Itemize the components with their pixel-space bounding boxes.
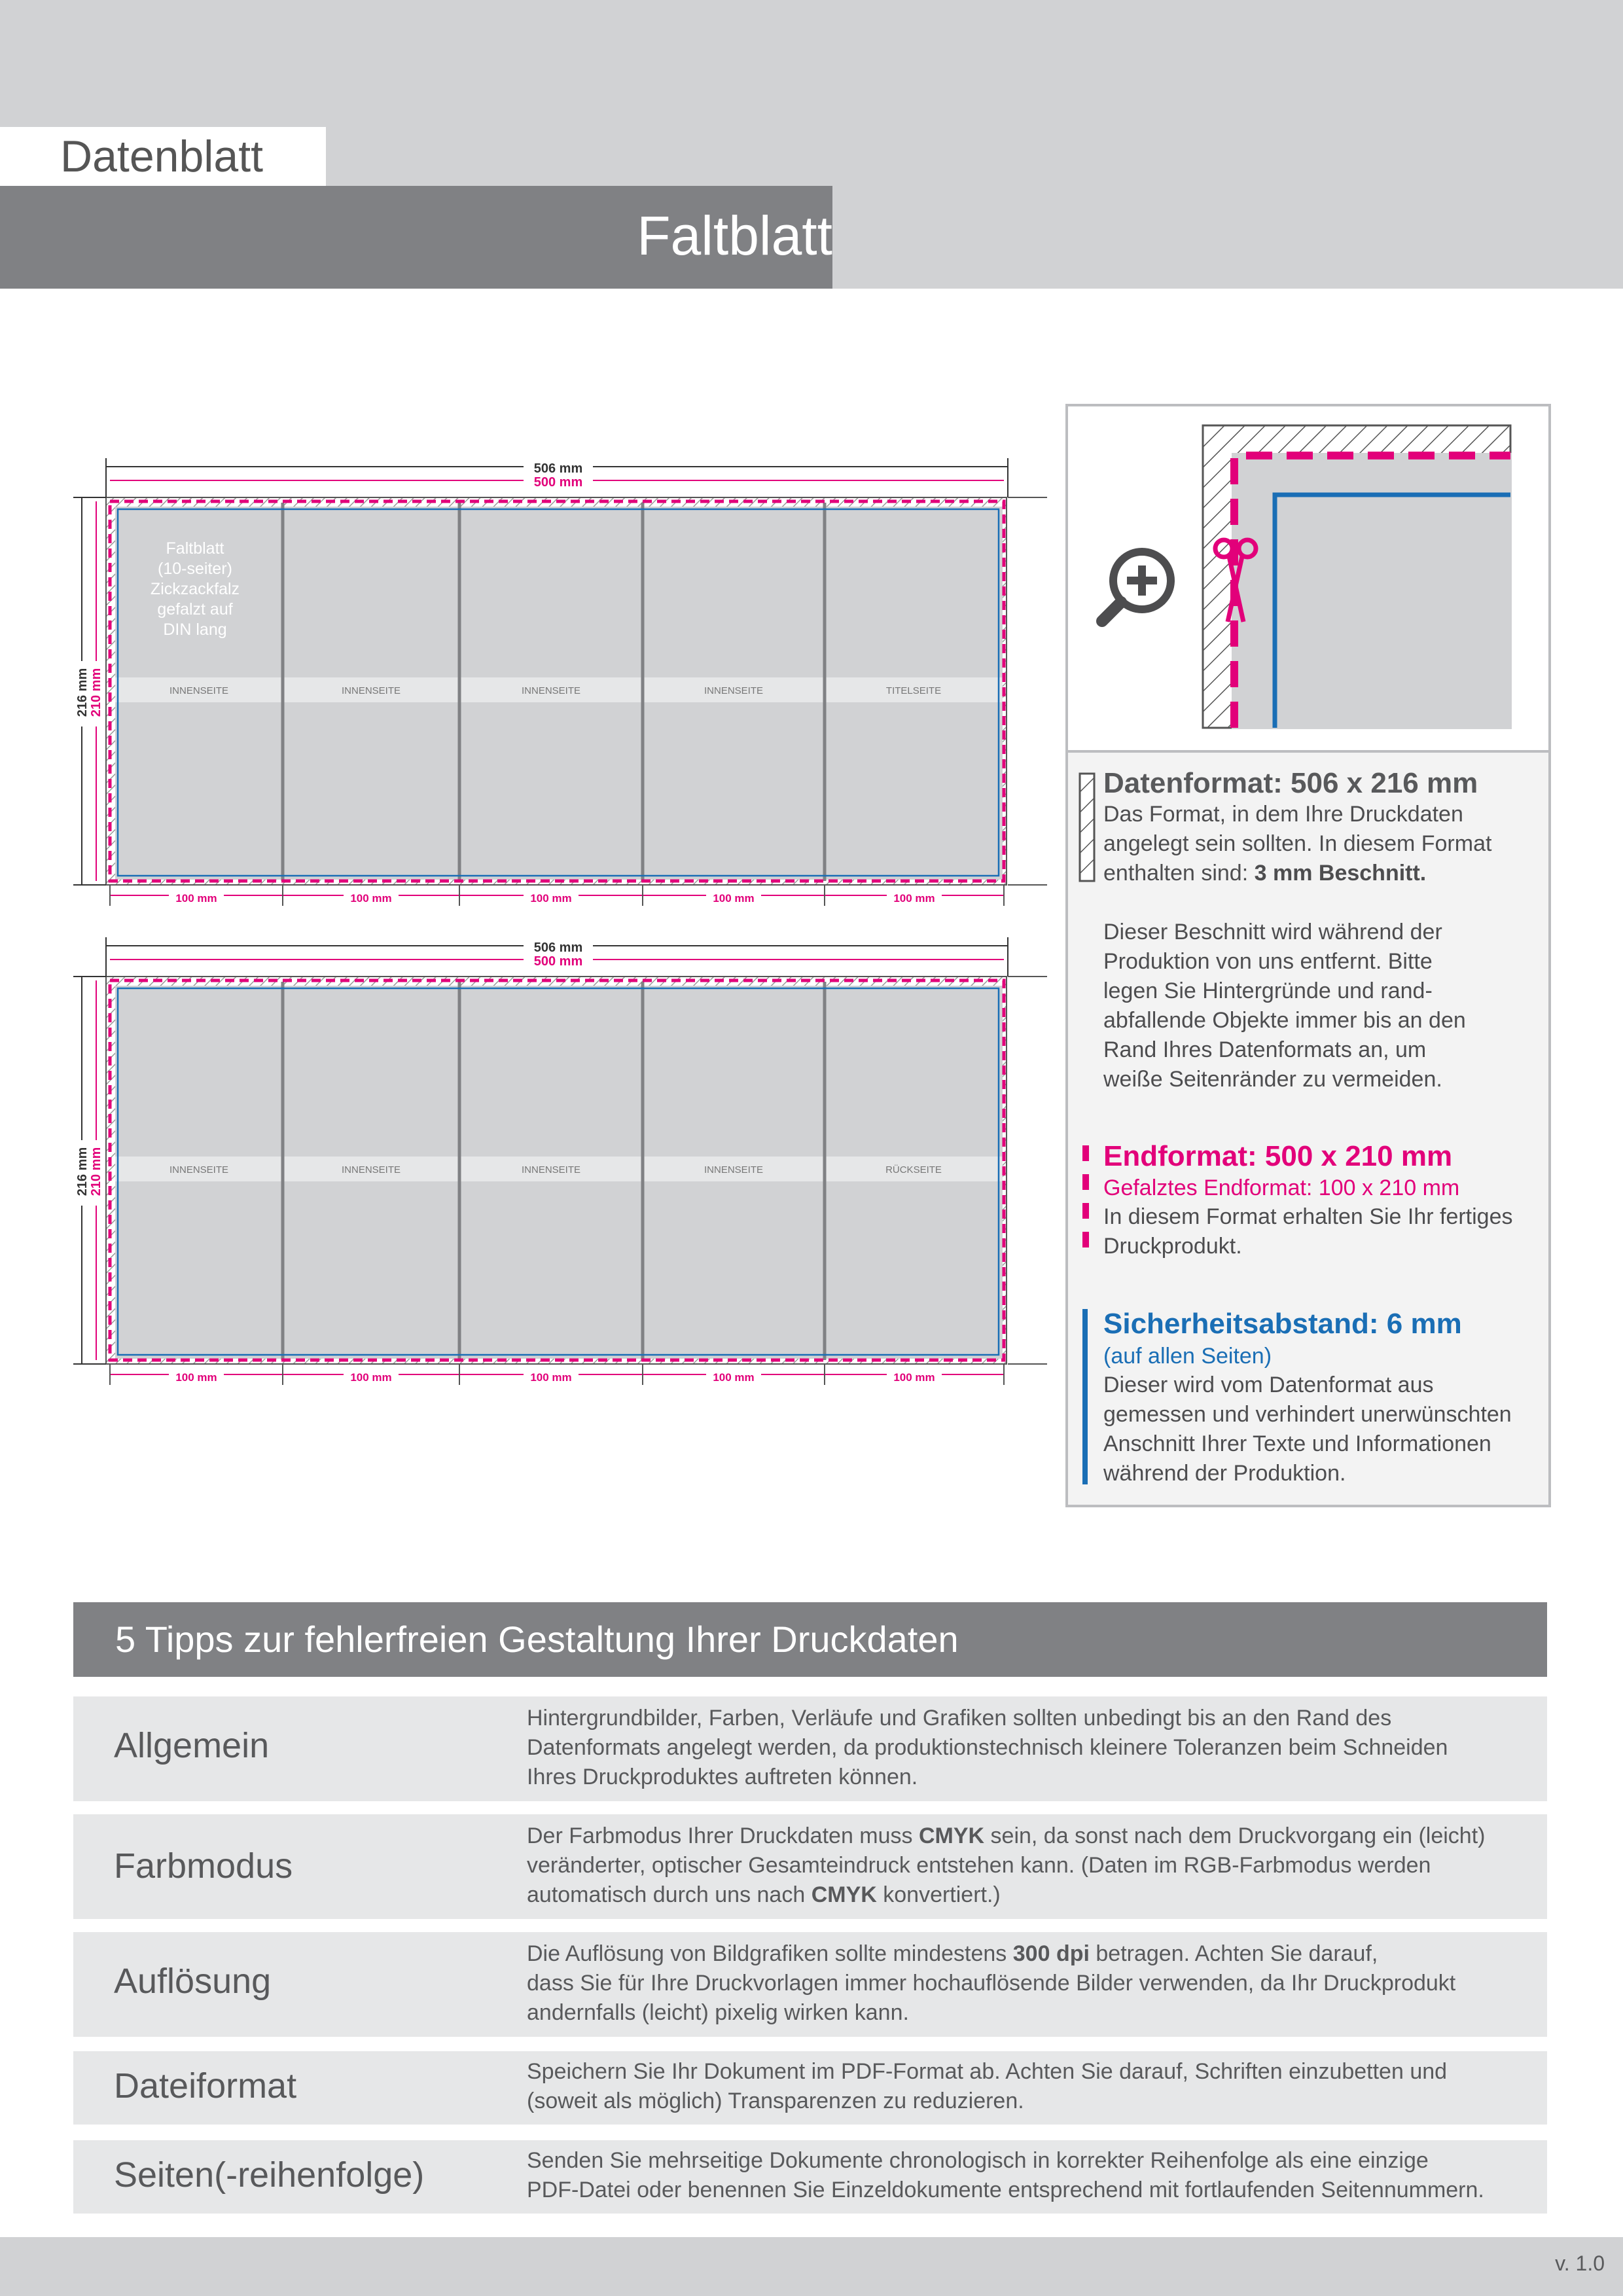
- panel-label: INNENSEITE: [169, 1164, 229, 1175]
- inner-height-label: 210 mm: [89, 1147, 103, 1196]
- tip-text-line: Hintergrundbilder, Farben, Verläufe und Grafiken sollten unbedingt bis an den Rand des: [527, 1706, 1392, 1731]
- panel-width-label: 100 mm: [350, 892, 392, 905]
- outer-width-label: 506 mm: [533, 461, 583, 476]
- tip-text-line: Datenformats angelegt werden, da produktionstechnisch kleinere Toleranzen beim Schneiden: [527, 1735, 1448, 1760]
- tip-text-line: PDF-Datei oder benennen Sie Einzeldokumente entsprechend mit fortlaufenden Seitennummern.: [527, 2178, 1484, 2202]
- info-text-line: abfallende Objekte immer bis an den: [1103, 1008, 1466, 1033]
- product-title: Faltblatt: [637, 205, 832, 266]
- sicherheit-subheading: (auf allen Seiten): [1103, 1344, 1272, 1369]
- inner-height-label: 210 mm: [89, 668, 103, 717]
- datenformat-line: angelegt sein sollten. In diesem Format: [1103, 831, 1492, 856]
- folder-description-line: Zickzackfalz: [150, 580, 240, 598]
- datenformat-paragraph: [1103, 918, 1466, 1094]
- outer-height-label: 216 mm: [75, 668, 90, 717]
- tip-label: Auflösung: [114, 1962, 272, 2001]
- folder-description-line: gefalzt auf: [157, 600, 233, 619]
- folder-description-line: Faltblatt: [166, 539, 224, 558]
- inner-width-label: 500 mm: [533, 475, 583, 490]
- bleed-legend-marker: [1079, 772, 1097, 882]
- tip-text-line: automatisch durch uns nach CMYK konvertiert.): [527, 1882, 1001, 1907]
- tip-text-line: dass Sie für Ihre Druckvorlagen immer hochauflösende Bilder verwenden, da Ihr Druckprodukt: [527, 1971, 1456, 1996]
- sicherheit-text: [1103, 1371, 1512, 1488]
- datenformat-heading: Datenformat: 506 x 216 mm: [1103, 767, 1478, 799]
- tip-label: Farbmodus: [114, 1846, 293, 1886]
- info-text-line: Rand Ihres Datenformats an, um: [1103, 1037, 1427, 1062]
- outer-width-label: 506 mm: [533, 941, 583, 955]
- folder-description-line: DIN lang: [163, 620, 227, 639]
- tip-text-line: Ihres Druckproduktes auftreten können.: [527, 1765, 918, 1789]
- info-text-line: weiße Seitenränder zu vermeiden.: [1103, 1067, 1442, 1092]
- folder-layout-bottom: [73, 937, 1047, 1385]
- info-text-line: Dieser wird vom Datenformat aus: [1103, 1372, 1434, 1397]
- footer-band: [0, 2237, 1623, 2296]
- panel-label: INNENSEITE: [521, 685, 581, 696]
- panel-width-label: 100 mm: [175, 1371, 217, 1384]
- datenformat-line: Das Format, in dem Ihre Druckdaten: [1103, 802, 1463, 827]
- info-text-line: gemessen und verhindert unerwünschten: [1103, 1402, 1512, 1427]
- panel-width-label: 100 mm: [175, 892, 217, 905]
- panel-label: TITELSEITE: [885, 685, 942, 696]
- info-text-line: Dieser Beschnitt wird während der: [1103, 920, 1442, 944]
- panel-width-label: 100 mm: [893, 1371, 935, 1384]
- panel-label: INNENSEITE: [704, 1164, 764, 1175]
- datenformat-line: enthalten sind: 3 mm Beschnitt.: [1103, 861, 1427, 886]
- tip-text-line: andernfalls (leicht) pixelig wirken kann.: [527, 2000, 909, 2025]
- info-text-line: Anschnitt Ihrer Texte und Informationen: [1103, 1431, 1491, 1456]
- tip-text-line: Die Auflösung von Bildgrafiken sollte mindestens 300 dpi betragen. Achten Sie darauf,: [527, 1941, 1378, 1966]
- tip-label: Dateiformat: [114, 2066, 297, 2106]
- panel-label: INNENSEITE: [704, 685, 764, 696]
- panel-width-label: 100 mm: [530, 1371, 572, 1384]
- panel-label: INNENSEITE: [341, 685, 401, 696]
- endformat-text: [1103, 1202, 1513, 1261]
- panel-label: INNENSEITE: [341, 1164, 401, 1175]
- layout-diagram: [0, 393, 1067, 1414]
- sicherheit-heading: Sicherheitsabstand: 6 mm: [1103, 1308, 1462, 1340]
- endformat-heading: Endformat: 500 x 210 mm: [1103, 1140, 1453, 1172]
- folder-description-line: (10-seiter): [158, 560, 232, 578]
- tip-text-line: veränderter, optischer Gesamteindruck entstehen kann. (Daten im RGB-Farbmodus werden: [527, 1853, 1431, 1878]
- endformat-subheading: Gefalztes Endformat: 100 x 210 mm: [1103, 1175, 1460, 1200]
- zoom-in-icon: [1102, 552, 1171, 621]
- corner-detail-illustration: [1068, 406, 1548, 750]
- tip-text-line: (soweit als möglich) Transparenzen zu reduzieren.: [527, 2089, 1024, 2113]
- tips-title: 5 Tipps zur fehlerfreien Gestaltung Ihrer Druckdaten: [115, 1619, 959, 1660]
- outer-height-label: 216 mm: [75, 1147, 90, 1196]
- endformat-legend-marker: [1081, 1145, 1090, 1257]
- info-text-line: Druckprodukt.: [1103, 1234, 1242, 1259]
- tip-label: Seiten(-reihenfolge): [114, 2155, 425, 2195]
- panel-width-label: 100 mm: [530, 892, 572, 905]
- folder-layout-top: [73, 458, 1047, 906]
- version-label: v. 1.0: [1555, 2251, 1605, 2275]
- info-text-line: während der Produktion.: [1103, 1461, 1346, 1486]
- panel-width-label: 100 mm: [350, 1371, 392, 1384]
- panel-label: RÜCKSEITE: [885, 1164, 942, 1175]
- tip-text-line: Der Farbmodus Ihrer Druckdaten muss CMYK sein, da sonst nach dem Druckvorgang ein (leicht): [527, 1823, 1486, 1848]
- safety-legend-marker: [1082, 1309, 1088, 1484]
- panel-label: INNENSEITE: [169, 685, 229, 696]
- panel-label: INNENSEITE: [521, 1164, 581, 1175]
- doc-type-title: Datenblatt: [60, 132, 263, 181]
- tip-text-line: Speichern Sie Ihr Dokument im PDF-Format ab. Achten Sie darauf, Schriften einzubetten und: [527, 2059, 1448, 2084]
- info-text-line: Produktion von uns entfernt. Bitte: [1103, 949, 1433, 974]
- tip-text-line: Senden Sie mehrseitige Dokumente chronologisch in korrekter Reihenfolge als eine einzige: [527, 2148, 1429, 2173]
- panel-width-label: 100 mm: [893, 892, 935, 905]
- inner-width-label: 500 mm: [533, 954, 583, 969]
- tip-label: Allgemein: [114, 1726, 270, 1765]
- info-text-line: legen Sie Hintergründe und rand-: [1103, 978, 1433, 1003]
- panel-width-label: 100 mm: [713, 1371, 755, 1384]
- panel-width-label: 100 mm: [713, 892, 755, 905]
- info-text-line: In diesem Format erhalten Sie Ihr fertiges: [1103, 1204, 1513, 1229]
